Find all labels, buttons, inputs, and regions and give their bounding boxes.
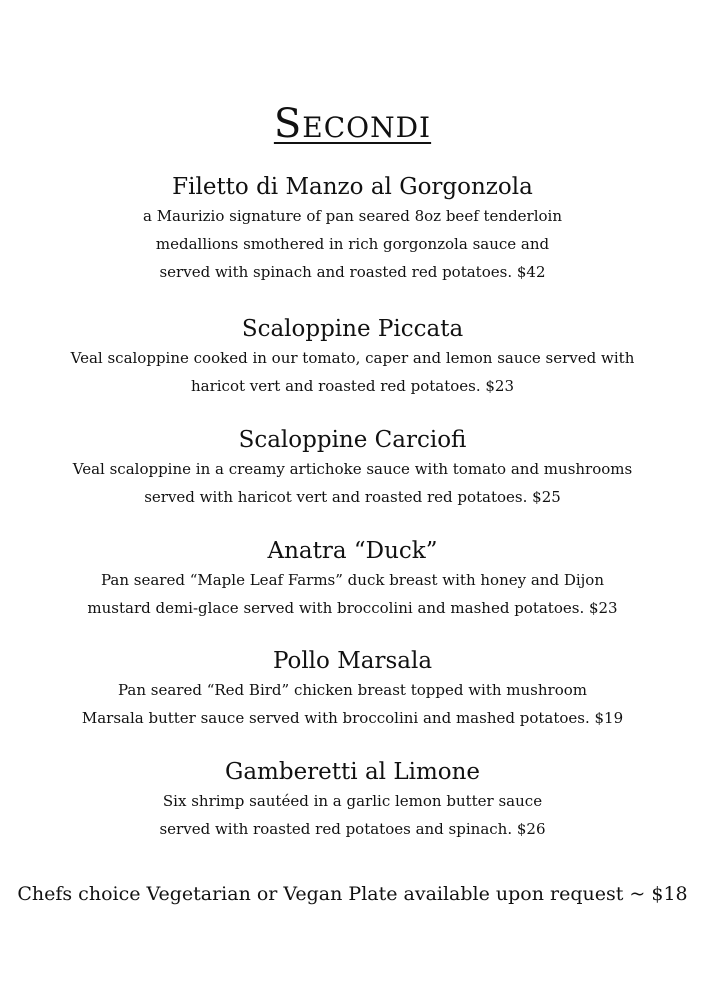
- menu-item-name: Filetto di Manzo al Gorgonzola: [172, 174, 533, 200]
- menu-item-name: Anatra “Duck”: [267, 538, 438, 564]
- menu-item: [0, 757, 705, 843]
- menu-item-description: mustard demi-glace served with broccolini and mashed potatoes. $23: [87, 599, 618, 617]
- menu-item-description: served with roasted red potatoes and spinach. $26: [159, 820, 546, 838]
- page-title: [0, 98, 705, 150]
- menu-item-description: medallions smothered in rich gorgonzola sauce and: [155, 235, 550, 253]
- menu-item-name: Scaloppine Carciofi: [238, 427, 467, 453]
- menu-item-description: Pan seared “Maple Leaf Farms” duck breast with honey and Dijon: [100, 571, 604, 589]
- menu-item: [0, 646, 705, 732]
- menu-item-description: Pan seared “Red Bird” chicken breast topped with mushroom: [117, 681, 587, 699]
- menu-item-description: Marsala butter sauce served with broccolini and mashed potatoes. $19: [81, 709, 624, 727]
- menu-item-name: Scaloppine Piccata: [241, 316, 464, 342]
- menu-item-description: haricot vert and roasted red potatoes. $23: [190, 377, 515, 395]
- menu-item-description: Veal scaloppine cooked in our tomato, caper and lemon sauce served with: [70, 349, 635, 367]
- menu-item-description: Six shrimp sautéed in a garlic lemon butter sauce: [162, 792, 543, 810]
- menu-item-description: Veal scaloppine in a creamy artichoke sauce with tomato and mushrooms: [72, 460, 633, 478]
- page-title-text: Secondi: [273, 101, 432, 147]
- menu-item: [0, 425, 705, 511]
- menu-item-description: served with spinach and roasted red potatoes. $42: [159, 263, 546, 281]
- footer-note: Chefs choice Vegetarian or Vegan Plate available upon request ~ $18: [17, 883, 688, 905]
- menu-item: [0, 172, 705, 286]
- menu-item-description: served with haricot vert and roasted red potatoes. $25: [144, 488, 561, 506]
- menu-item-description: a Maurizio signature of pan seared 8oz beef tenderloin: [142, 207, 563, 225]
- menu-item: [0, 314, 705, 400]
- menu-item: [0, 536, 705, 622]
- menu-item-name: Pollo Marsala: [272, 648, 433, 674]
- menu-item-name: Gamberetti al Limone: [224, 759, 481, 785]
